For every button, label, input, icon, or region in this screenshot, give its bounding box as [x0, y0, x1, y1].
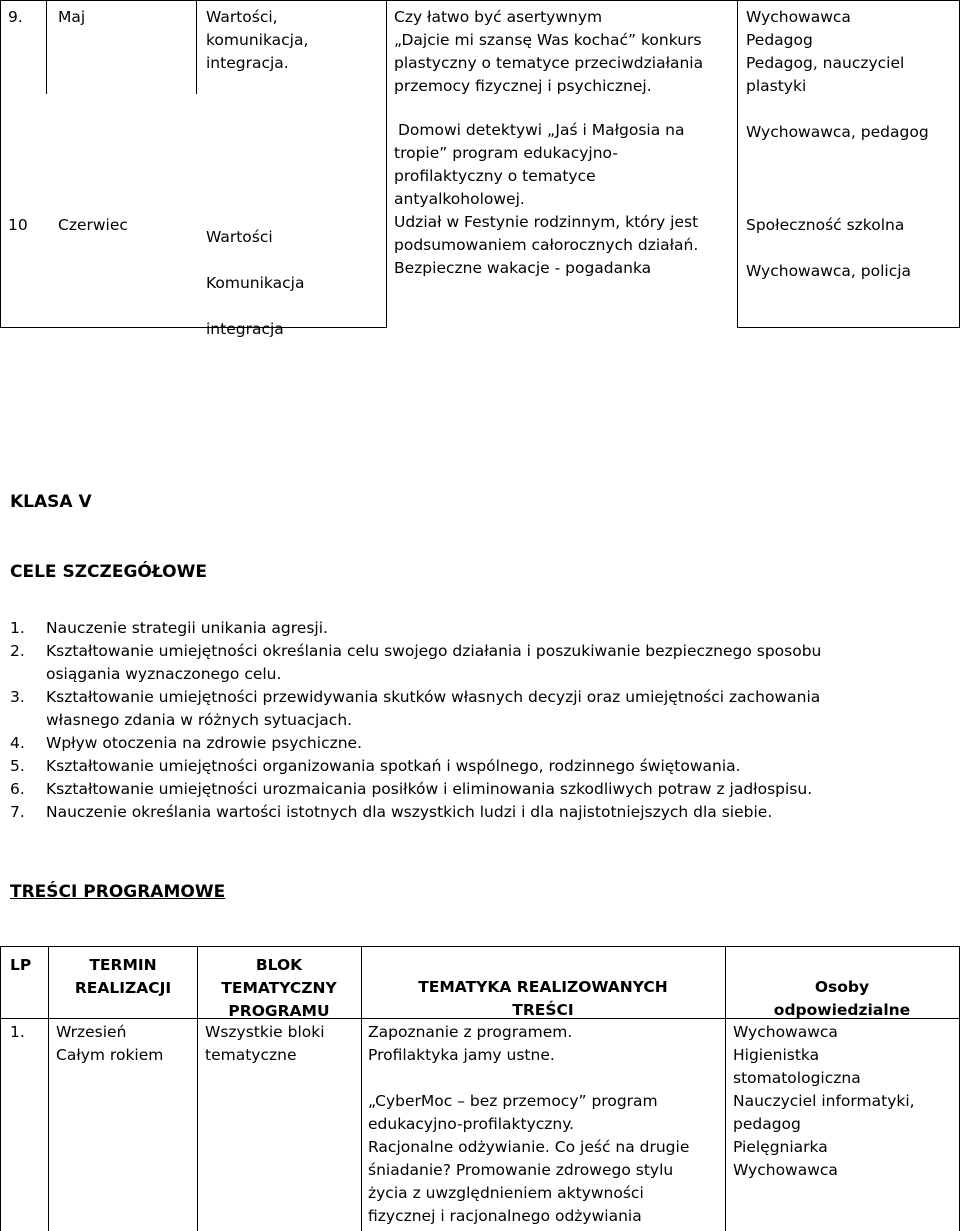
row10-persons-3: Wychowawca, policja [746, 262, 912, 280]
row9-lp: 9. [8, 8, 23, 26]
row10-lp: 10 [8, 216, 28, 234]
header-topic: TEMATYKA REALIZOWANYCH TREŚCI [418, 978, 668, 1019]
row10-persons-2: Społeczność szkolna [746, 216, 905, 234]
header-persons: Osoby odpowiedzialne [773, 978, 911, 1019]
row9-block: Wartości, komunikacja, integracja. [206, 8, 309, 72]
goal-item: 5. Kształtowanie umiejętności organizowania spotkań i wspólnego, rodzinnego świętowania. [10, 757, 741, 775]
row10-topic: Domowi detektywi „Jaś i Małgosia na tropie” program edukacyjno- profilaktyczny o tematyce antyalkoholowej. Udział w Festynie rodzinnym, który jest podsumowaniem całorocznych działań. Bezpieczne wakacje - pogadanka [394, 121, 699, 277]
row1-topic: Zapoznanie z programem. Profilaktyka jamy ustne. „CyberMoc – bez przemocy” program edukacyjno-profilaktyczny. Racjonalne odżywianie. Co jeść na drugie śniadanie? Promowanie zdrowego stylu życia z uwzględnieniem aktywności fizycznej i racjonalnego odżywiania [368, 1023, 690, 1225]
header-term: TERMIN REALIZACJI [74, 956, 172, 997]
row9-persons: Wychowawca Pedagog Pedagog, nauczyciel plastyki [746, 8, 905, 95]
row10-term: Czerwiec [58, 216, 128, 234]
goal-item: 4. Wpływ otoczenia na zdrowie psychiczne. [10, 734, 363, 752]
row1-persons: Wychowawca Higienistka stomatologiczna Nauczyciel informatyki, pedagog Pielęgniarka Wychowawca [733, 1023, 915, 1179]
class-heading: KLASA V [10, 492, 92, 512]
goals-list [10, 617, 930, 824]
row9-term: Maj [58, 8, 86, 26]
goal-item: 1. Nauczenie strategii unikania agresji. [10, 619, 328, 637]
goal-item: 6. Kształtowanie umiejętności urozmaicania posiłków i eliminowania szkodliwych potraw z jadłospisu. [10, 780, 813, 798]
row1-block: Wszystkie bloki tematyczne [205, 1023, 325, 1064]
header-block: BLOK TEMATYCZNY PROGRAMU [221, 956, 337, 1020]
goals-heading: CELE SZCZEGÓŁOWE [10, 562, 207, 582]
row9-topic: Czy łatwo być asertywnym „Dajcie mi szansę Was kochać” konkurs plastyczny o tematyce przeciwdziałania przemocy fizycznej i psychicznej. [394, 8, 704, 95]
header-lp: LP [10, 956, 32, 974]
goal-item: 3. Kształtowanie umiejętności przewidywania skutków własnych decyzji oraz umiejętności zachowania własnego zdania w różnych sytuacjach. [10, 688, 821, 729]
goal-item: 2. Kształtowanie umiejętności określania celu swojego działania i poszukiwanie bezpiecznego sposobu osiągania wyznaczonego celu. [10, 642, 822, 683]
program-heading: TREŚCI PROGRAMOWE [10, 882, 226, 902]
row1-term: Wrzesień Całym rokiem [56, 1023, 164, 1064]
row10-persons-1: Wychowawca, pedagog [746, 123, 929, 141]
row1-lp: 1. [10, 1023, 25, 1041]
goal-item: 7. Nauczenie określania wartości istotnych dla wszystkich ludzi i dla najistotniejszych dla siebie. [10, 803, 773, 821]
row10-block: Wartości Komunikacja integracja [206, 228, 305, 338]
